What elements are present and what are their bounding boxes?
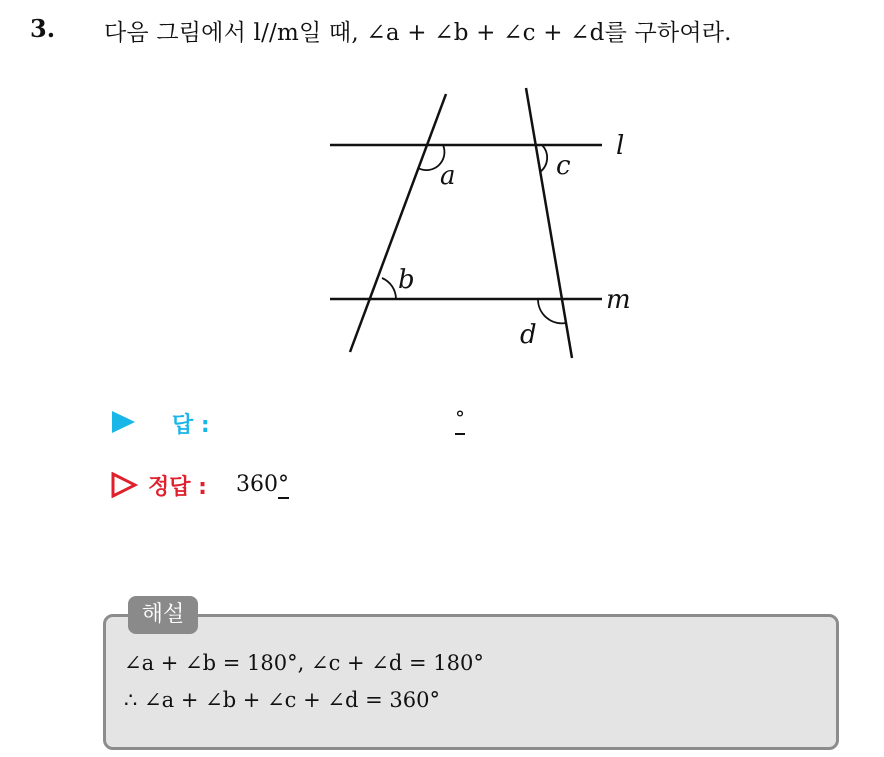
correct-answer-number: 360 xyxy=(236,472,278,497)
parallel-lines-figure xyxy=(300,80,660,370)
solution-line-2: ∴ ∠a + ∠b + ∠c + ∠d = 360° xyxy=(124,688,440,712)
label-l: l xyxy=(616,131,625,161)
label-d: d xyxy=(520,320,537,350)
answer-label: 답 : xyxy=(172,413,210,438)
label-b: b xyxy=(398,265,415,295)
angle-c-arc xyxy=(540,145,547,172)
label-m: m xyxy=(606,285,631,315)
left-transversal xyxy=(350,94,446,352)
label-c: c xyxy=(556,151,571,181)
question-text: 다음 그림에서 l//m일 때, ∠a + ∠b + ∠c + ∠d를 구하여라. xyxy=(104,20,732,46)
solution-line-1: ∠a + ∠b = 180°, ∠c + ∠d = 180° xyxy=(124,651,484,675)
outline-arrow-icon xyxy=(110,472,138,498)
correct-answer-row xyxy=(110,468,530,502)
play-arrow-icon xyxy=(110,410,136,434)
right-transversal xyxy=(526,88,572,358)
answer-unit: ° xyxy=(455,406,465,430)
correct-answer-label: 정답 : xyxy=(148,475,207,500)
solution-box xyxy=(103,614,839,750)
label-a: a xyxy=(440,161,456,191)
angle-b-arc xyxy=(382,278,396,299)
solution-tab: 해설 xyxy=(128,596,198,634)
answer-row xyxy=(110,406,530,440)
correct-answer-unit: ° xyxy=(278,472,289,497)
problem-number: 3. xyxy=(30,14,56,43)
correct-answer-value xyxy=(236,472,289,497)
